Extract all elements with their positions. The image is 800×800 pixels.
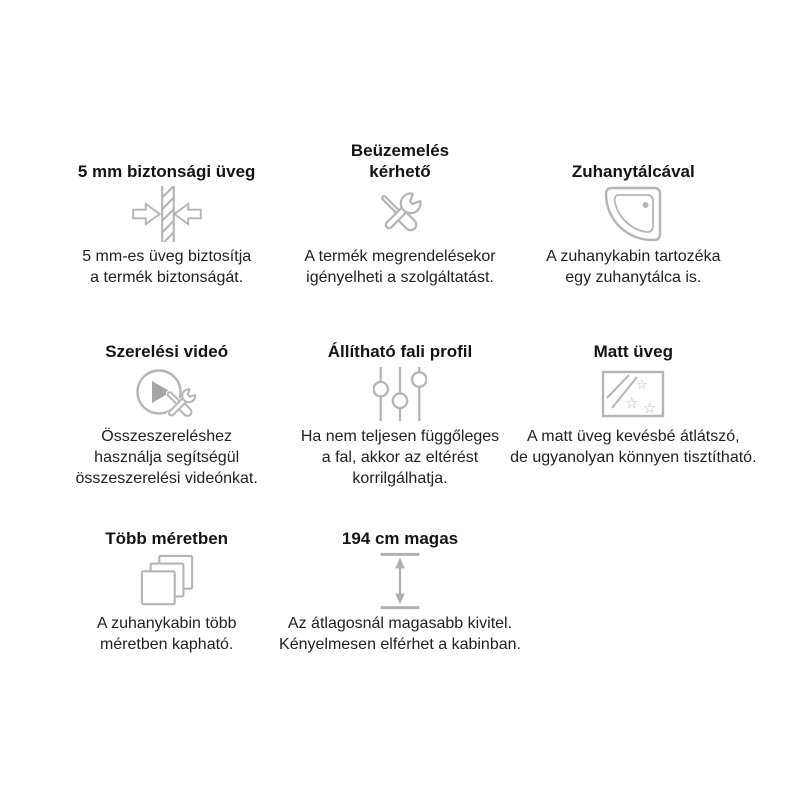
glass-thickness-icon <box>50 182 283 246</box>
feature-title <box>50 338 283 362</box>
feature-title <box>283 338 516 362</box>
feature-description <box>497 246 770 288</box>
description-line: A zuhanykabin tartozéka <box>546 248 721 265</box>
feature-card-shower-tray <box>517 138 750 288</box>
feature-title <box>50 138 283 182</box>
feature-card-multiple-sizes <box>50 525 283 655</box>
feature-title-line: Zuhanytálcával <box>571 162 695 181</box>
description-line: 5 mm-es üveg biztosítja <box>82 248 252 265</box>
feature-card-assembly-video <box>50 338 283 489</box>
description-line: A termék megrendelésekor <box>304 248 496 265</box>
feature-description <box>30 426 303 489</box>
feature-title-line: Állítható fali profil <box>327 342 473 361</box>
feature-row-1 <box>50 138 750 288</box>
feature-title-line: Szerelési videó <box>105 342 229 361</box>
feature-card-adjustable-wall-profile <box>283 338 516 489</box>
sliders-icon <box>283 362 516 426</box>
feature-title-line: Beüzemelés <box>350 141 450 160</box>
feature-title-line: Több méretben <box>105 529 229 548</box>
feature-title-line: kérhető <box>369 162 431 181</box>
feature-title-line: 194 cm magas <box>341 529 459 548</box>
feature-description <box>30 246 303 288</box>
feature-title <box>283 138 516 182</box>
feature-grid <box>50 138 757 655</box>
description-line: de ugyanolyan könnyen tisztítható. <box>510 449 757 466</box>
feature-description <box>263 613 536 655</box>
feature-title <box>517 338 750 362</box>
feature-title <box>50 525 283 549</box>
svg-text:☆: ☆ <box>625 394 639 412</box>
description-line: A matt üveg kevésbé átlátszó, <box>527 428 740 445</box>
nested-squares-icon <box>50 549 283 613</box>
description-line: a fal, akkor az eltérést <box>321 449 479 466</box>
feature-card-safety-glass <box>50 138 283 288</box>
feature-description <box>30 613 303 655</box>
description-line: összeszerelési videónkat. <box>75 470 258 487</box>
feature-card-installation-service <box>283 138 516 288</box>
feature-card-height-194-cm <box>279 525 521 655</box>
height-arrow-icon <box>283 549 516 613</box>
feature-title <box>517 138 750 182</box>
feature-row-2 <box>50 338 757 489</box>
feature-title-line: 5 mm biztonsági üveg <box>77 162 256 181</box>
matt-glass-icon <box>517 362 750 426</box>
description-line: Összeszereléshez <box>101 428 233 445</box>
feature-title <box>283 525 516 549</box>
tools-icon <box>283 182 516 246</box>
svg-text:☆: ☆ <box>636 378 648 393</box>
description-line: korrilgálhatja. <box>352 470 448 487</box>
feature-row-3 <box>50 525 750 655</box>
feature-card-matt-glass <box>510 338 757 489</box>
svg-text:☆: ☆ <box>643 399 657 417</box>
feature-description <box>263 426 536 489</box>
description-line: Kényelmesen elférhet a kabinban. <box>279 636 521 653</box>
description-line: méretben kapható. <box>99 636 234 653</box>
feature-description <box>497 426 770 468</box>
description-line: A zuhanykabin több <box>96 615 237 632</box>
feature-description <box>263 246 536 288</box>
description-line: Az átlagosnál magasabb kivitel. <box>287 615 513 632</box>
description-line: a termék biztonságát. <box>90 269 244 286</box>
description-line: Ha nem teljesen függőleges <box>300 428 500 445</box>
play-video-tools-icon <box>50 362 283 426</box>
shower-tray-icon <box>517 182 750 246</box>
description-line: igényelheti a szolgáltatást. <box>306 269 494 286</box>
description-line: egy zuhanytálca is. <box>565 269 702 286</box>
feature-title-line: Matt üveg <box>593 342 673 361</box>
description-line: használja segítségül <box>94 449 240 466</box>
